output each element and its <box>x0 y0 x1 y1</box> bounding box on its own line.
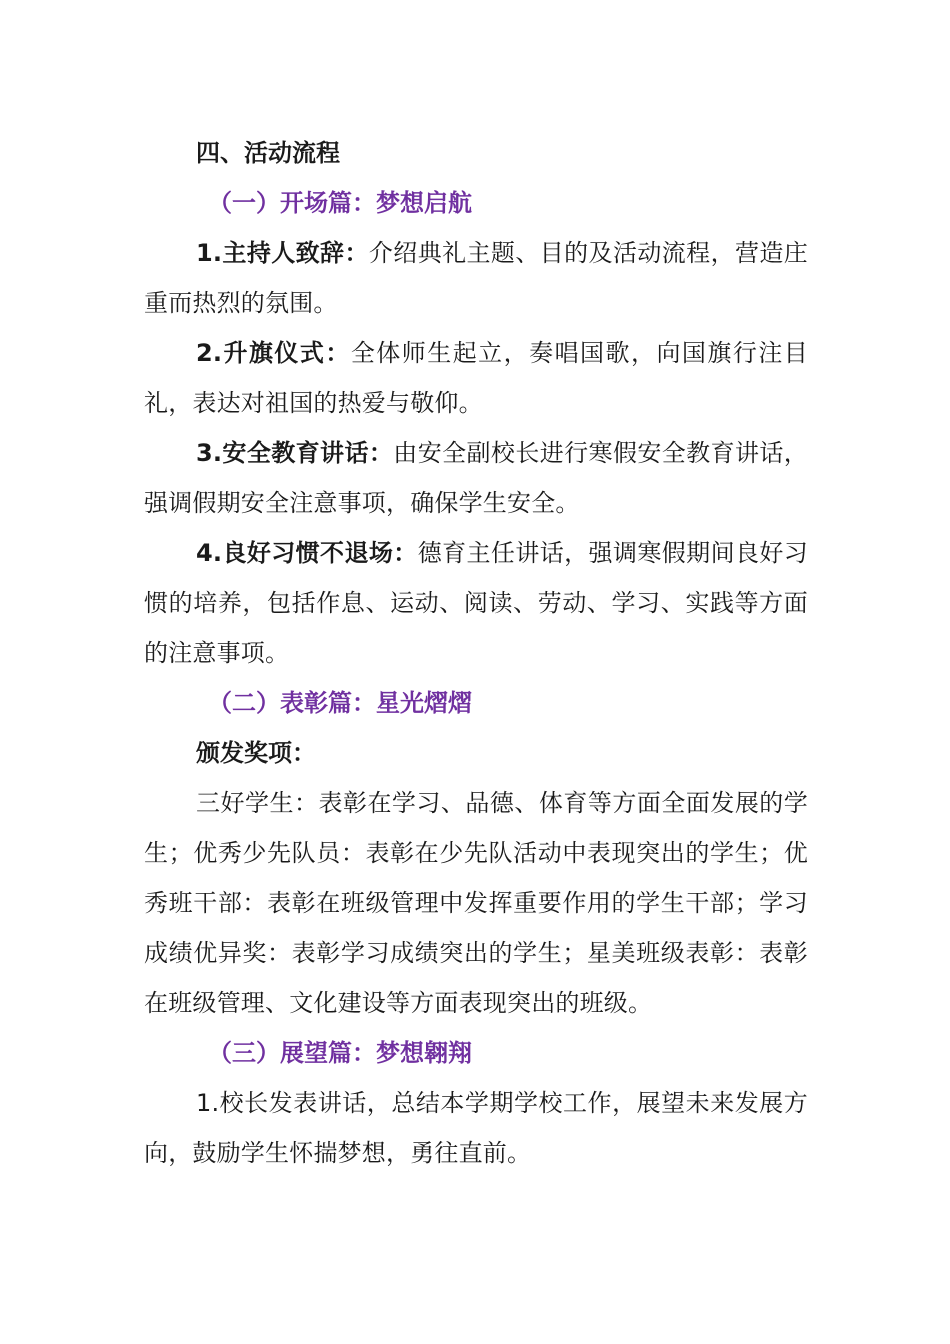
section-title: 四、活动流程 <box>196 139 340 167</box>
part3-item-1: 1.校长发表讲话，总结本学期学校工作，展望未来发展方向，鼓励学生怀揣梦想，勇往直前。 <box>144 1089 808 1167</box>
item-lead: 3.安全教育讲话： <box>196 439 394 467</box>
part1-item-1 <box>144 228 808 328</box>
awards-text: 三好学生：表彰在学习、品德、体育等方面全面发展的学生；优秀少先队员：表彰在少先队活动中表现突出的学生；优秀班干部：表彰在班级管理中发挥重要作用的学生干部；学习成绩优异奖：表彰学习成绩突出的学生；星美班级表彰：表彰在班级管理、文化建设等方面表现突出的班级。 <box>144 789 808 1017</box>
part2-heading: （二）表彰篇：星光熠熠 <box>208 689 472 717</box>
item-text: 介绍典礼主题、目的及活动流程，营造庄重而热烈的氛围。 <box>144 239 808 317</box>
awards-label: 颁发奖项： <box>196 739 316 767</box>
item-text: 德育主任讲话，强调寒假期间良好习惯的培养，包括作息、运动、阅读、劳动、学习、实践等方面的注意事项。 <box>144 539 808 667</box>
item-text: 由安全副校长进行寒假安全教育讲话，强调假期安全注意事项，确保学生安全。 <box>144 439 808 517</box>
part1-item-3 <box>144 428 808 528</box>
part1-heading: （一）开场篇：梦想启航 <box>208 189 472 217</box>
part1-item-4 <box>144 528 808 678</box>
item-text: 全体师生起立，奏唱国歌，向国旗行注目礼，表达对祖国的热爱与敬仰。 <box>144 339 808 417</box>
item-lead: 4.良好习惯不退场： <box>196 539 418 567</box>
part1-item-2 <box>144 328 808 428</box>
item-lead: 1.主持人致辞： <box>196 239 369 267</box>
part3-heading: （三）展望篇：梦想翱翔 <box>208 1039 472 1067</box>
item-lead: 2.升旗仪式： <box>196 339 351 367</box>
document-body <box>144 128 808 1178</box>
